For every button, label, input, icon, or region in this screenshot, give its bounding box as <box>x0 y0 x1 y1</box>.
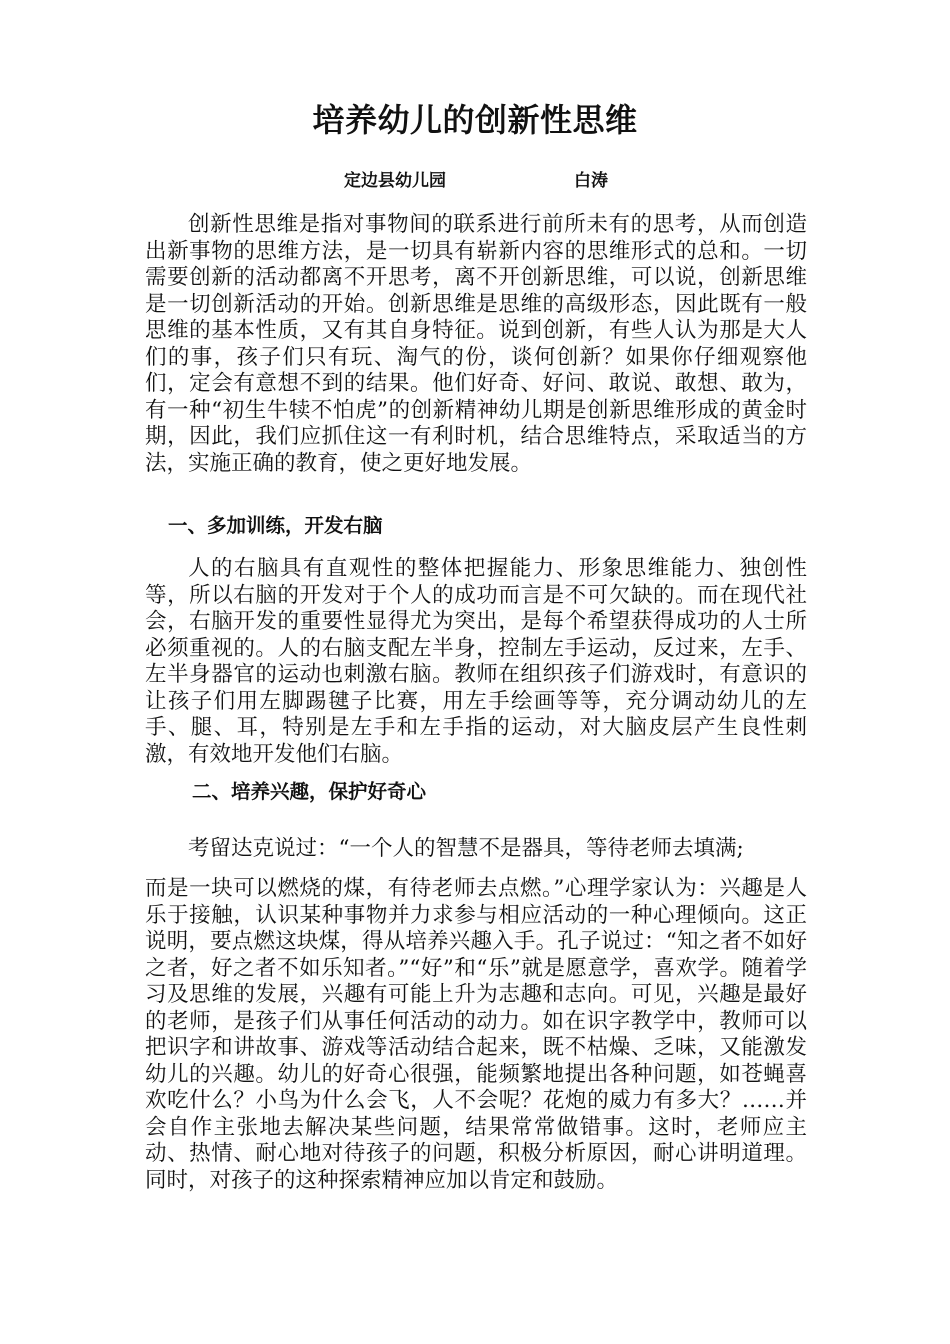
intro-paragraph: 创新性思维是指对事物间的联系进行前所未有的思考，从而创造出新事物的思维方法，是一切具有崭新内容的思维形式的总和。一切需要创新的活动都离不开思考，离不开创新思维，可以说，创新思维是一切创新活动的开始。创新思维是思维的高级形态，因此既有一般思维的基本性质，又有其自身特征。说到创新，有些人认为那是大人们的事，孩子们只有玩、淘气的份，谈何创新？如果你仔细观察他们，定会有意想不到的结果。他们好奇、好问、敢说、敢想、敢为，有一种“初生牛犊不怕虎”的创新精神幼儿期是创新思维形成的黄金时期，因此，我们应抓住这一有利时机，结合思维特点，采取适当的方法，实施正确的教育，使之更好地发展。 <box>145 212 807 476</box>
section-1-heading: 一、多加训练，开发右脑 <box>168 514 383 537</box>
author-organization: 定边县幼儿园 <box>344 171 446 191</box>
author-name: 白涛 <box>574 171 608 191</box>
section-2-heading: 二、培养兴趣，保护好奇心 <box>192 780 427 803</box>
section-1-paragraph: 人的右脑具有直观性的整体把握能力、形象思维能力、独创性等，所以右脑的开发对于个人的成功而言是不可欠缺的。而在现代社会，右脑开发的重要性显得尤为突出，是每个希望获得成功的人士所必须重视的。人的右脑支配左半身，控制左手运动，反过来，左手、左半身器官的运动也刺激右脑。教师在组织孩子们游戏时，有意识的让孩子们用左脚踢毽子比赛，用左手绘画等等，充分调动幼儿的左手、腿、耳，特别是左手和左手指的运动，对大脑皮层产生良性刺激，有效地开发他们右脑。 <box>145 556 807 767</box>
document-title: 培养幼儿的创新性思维 <box>312 101 638 139</box>
section-2-paragraph: 而是一块可以燃烧的煤，有待老师去点燃。”心理学家认为：兴趣是人乐于接触，认识某种事物并力求参与相应活动的一种心理倾向。这正说明，要点燃这块煤，得从培养兴趣入手。孔子说过：“知之者不如好之者，好之者不如乐知者。”“好”和“乐”就是愿意学，喜欢学。随着学习及思维的发展，兴趣有可能上升为志趣和志向。可见，兴趣是最好的老师，是孩子们从事任何活动的动力。如在识字教学中，教师可以把识字和讲故事、游戏等活动结合起来，既不枯燥、乏味，又能激发幼儿的兴趣。幼儿的好奇心很强，能频繁地提出各种问题，如苍蝇喜欢吃什么？小鸟为什么会飞，人不会呢？花炮的威力有多大？……并会自作主张地去解决某些问题，结果常常做错事。这时，老师应主动、热情、耐心地对待孩子的问题，积极分析原因，耐心讲明道理。同时，对孩子的这种探索精神应加以肯定和鼓励。 <box>145 876 807 1193</box>
section-2-quote-line: 考留达克说过：“一个人的智慧不是器具，等待老师去填满; <box>188 836 744 861</box>
